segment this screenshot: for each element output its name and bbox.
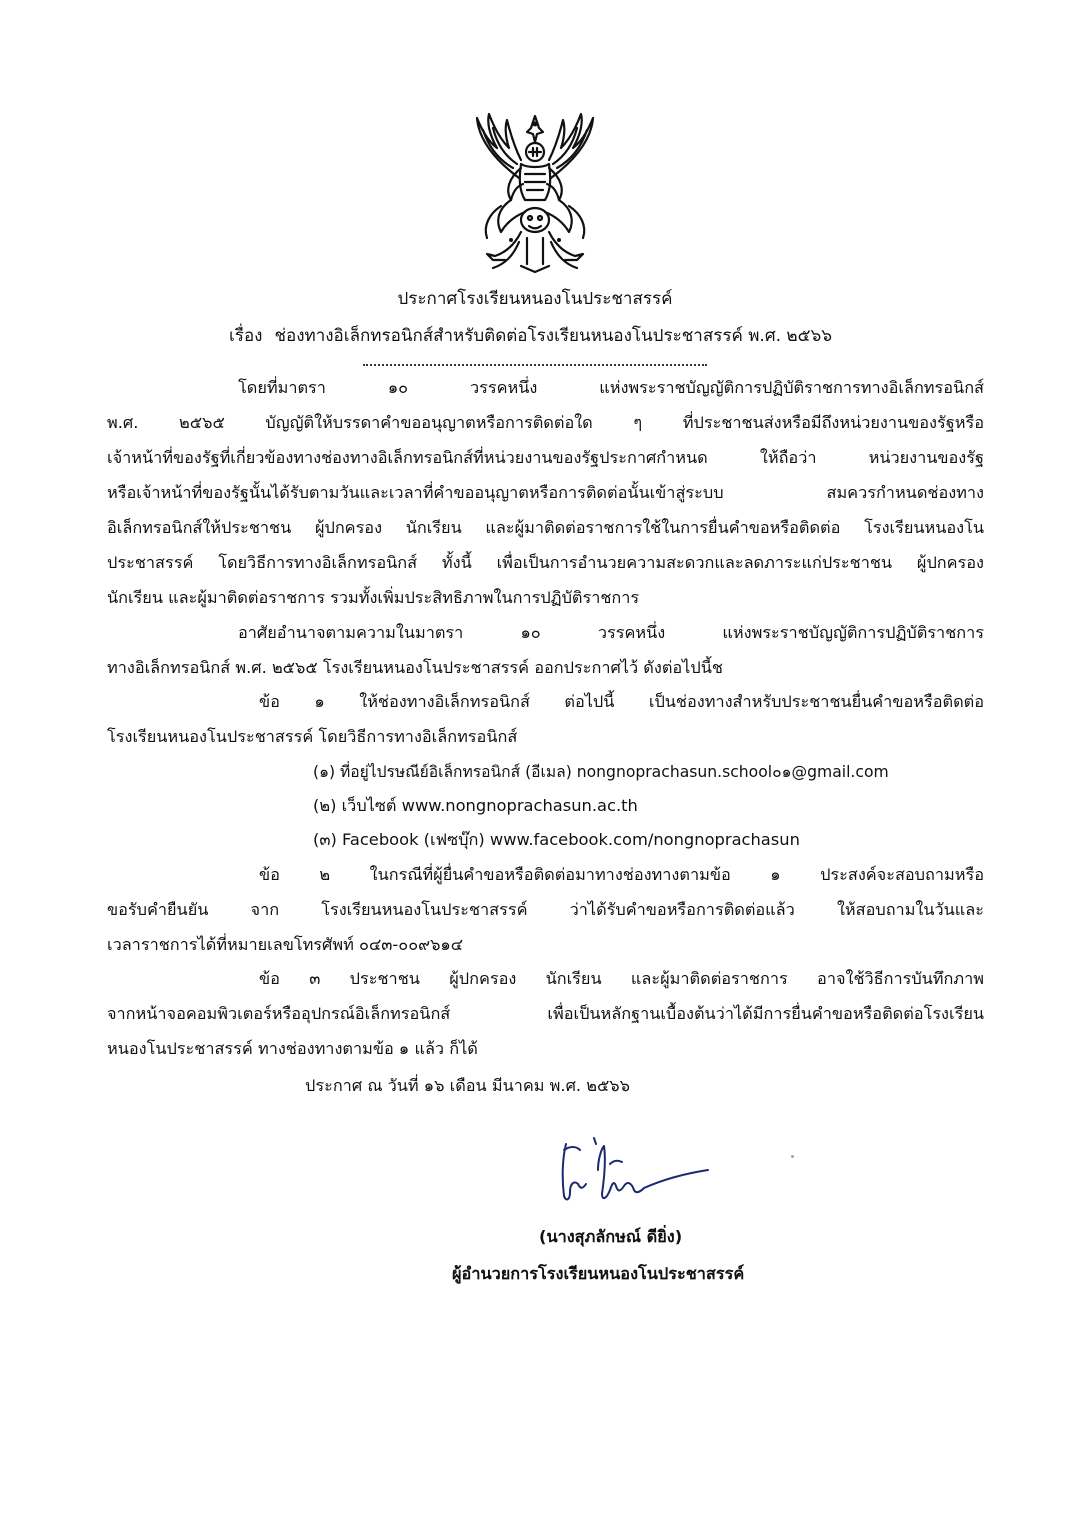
signatory-name: (นางสุภลักษณ์ ดียิ่ง) (539, 1227, 683, 1246)
channel-facebook: (๓) Facebook (เฟซบุ๊ก) www.facebook.com/nongnoprachasun (313, 830, 800, 849)
paragraph-line: เวลาราชการได้ที่หมายเลขโทรศัพท์ ๐๔๓-๐๐๙๖๑๔ (107, 935, 464, 954)
channel-email: (๑) ที่อยู่ไปรษณีย์อิเล็กทรอนิกส์ (อีเมล) nongnoprachasun.school๐๑@gmail.com (313, 763, 889, 781)
paragraph-line: หนองโนประชาสรรค์ ทางช่องทางตามข้อ ๑ แล้ว ก็ได้ (107, 1039, 478, 1058)
ink-speck (791, 1155, 794, 1158)
subject-text: ช่องทางอิเล็กทรอนิกส์สำหรับติดต่อโรงเรียนหนองโนประชาสรรค์ พ.ศ. ๒๕๖๖ (274, 326, 833, 346)
announcement-date: ประกาศ ณ วันที่ ๑๖ เดือน มีนาคม พ.ศ. ๒๕๖๖ (305, 1076, 630, 1095)
paragraph-line: ข้อ ๑ ให้ช่องทางอิเล็กทรอนิกส์ ต่อไปนี้ เป็นช่องทางสำหรับประชาชนยื่นคำขอหรือติดต่อ (259, 692, 984, 711)
paragraph-line: โรงเรียนหนองโนประชาสรรค์ โดยวิธีการทางอิเล็กทรอนิกส์ (107, 727, 518, 746)
paragraph-line: ขอรับคำยืนยัน จาก โรงเรียนหนองโนประชาสรรค์ ว่าได้รับคำขอหรือการติดต่อแล้ว ให้สอบถามในวันและ (107, 900, 984, 919)
paragraph-line: นักเรียน และผู้มาติดต่อราชการ รวมทั้งเพิ่มประสิทธิภาพในการปฏิบัติราชการ (107, 588, 640, 607)
paragraph-line: โดยที่มาตรา ๑๐ วรรคหนึ่ง แห่งพระราชบัญญัติการปฏิบัติราชการทางอิเล็กทรอนิกส์ (238, 378, 984, 397)
paragraph-line: อิเล็กทรอนิกส์ให้ประชาชน ผู้ปกครอง นักเรียน และผู้มาติดต่อราชการใช้ในการยื่นคำขอหรือติดต่อ โรงเรียนหนองโน (107, 518, 984, 537)
handwritten-signature (552, 1130, 712, 1220)
garuda-emblem-icon (449, 108, 621, 280)
subject-prefix: เรื่อง (229, 326, 263, 346)
paragraph-line: หรือเจ้าหน้าที่ของรัฐนั้นได้รับตามวันและเวลาที่คำขออนุญาตหรือการติดต่อนั้นเข้าสู่ระบบ สมควรกำหนดช่องทาง (107, 483, 984, 502)
signatory-position: ผู้อำนวยการโรงเรียนหนองโนประชาสรรค์ (452, 1264, 745, 1283)
paragraph-line: พ.ศ. ๒๕๖๕ บัญญัติให้บรรดาคำขออนุญาตหรือการติดต่อใด ๆ ที่ประชาชนส่งหรือมีถึงหน่วยงานของรัฐหรือ (107, 413, 984, 432)
paragraph-line: ประชาสรรค์ โดยวิธีการทางอิเล็กทรอนิกส์ ทั้งนี้ เพื่อเป็นการอำนวยความสะดวกและลดภาระแก่ประชาชน ผู้ปกครอง (107, 553, 984, 572)
paragraph-line: ข้อ ๓ ประชาชน ผู้ปกครอง นักเรียน และผู้มาติดต่อราชการ อาจใช้วิธีการบันทึกภาพ (259, 969, 984, 988)
announcement-title: ประกาศโรงเรียนหนองโนประชาสรรค์ (397, 289, 673, 309)
paragraph-line: จากหน้าจอคอมพิวเตอร์หรืออุปกรณ์อิเล็กทรอนิกส์ เพื่อเป็นหลักฐานเบื้องต้นว่าได้มีการยื่นคำขอหรือติดต่อโรงเรียน (107, 1004, 984, 1023)
subject-line (229, 324, 832, 348)
paragraph-line: เจ้าหน้าที่ของรัฐที่เกี่ยวข้องทางช่องทางอิเล็กทรอนิกส์ที่หน่วยงานของรัฐประกาศกำหนด ให้ถือว่า หน่วยงานของรัฐ (107, 448, 984, 467)
paragraph-line: ข้อ ๒ ในกรณีที่ผู้ยื่นคำขอหรือติดต่อมาทางช่องทางตามข้อ ๑ ประสงค์จะสอบถามหรือ (259, 865, 984, 884)
channel-website: (๒) เว็บไซต์ www.nongnoprachasun.ac.th (313, 796, 638, 815)
dotted-separator (363, 364, 707, 366)
paragraph-line: ทางอิเล็กทรอนิกส์ พ.ศ. ๒๕๖๕ โรงเรียนหนองโนประชาสรรค์ ออกประกาศไว้ ดังต่อไปนี้ช (107, 658, 723, 677)
paragraph-line: อาศัยอำนาจตามความในมาตรา ๑๐ วรรคหนึ่ง แห่งพระราชบัญญัติการปฏิบัติราชการ (238, 623, 984, 642)
